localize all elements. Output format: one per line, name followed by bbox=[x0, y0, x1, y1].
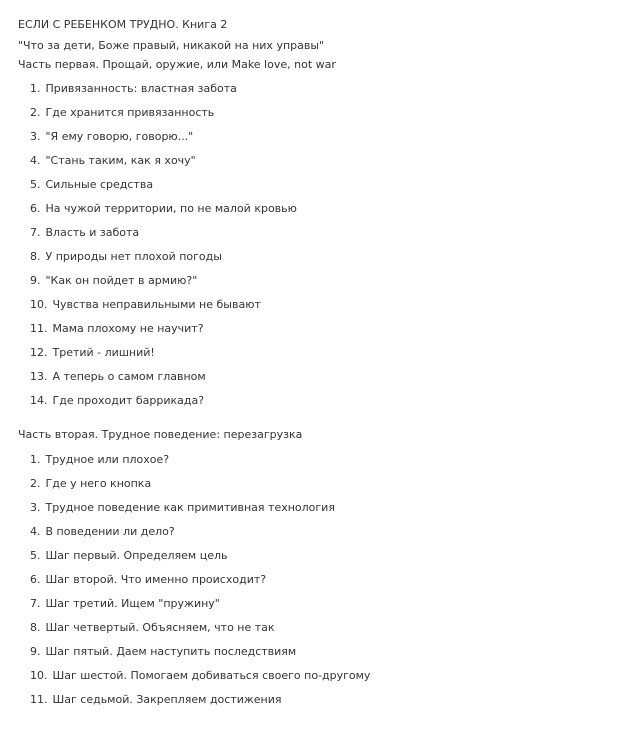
chapter-title: А теперь о самом главном bbox=[52, 370, 206, 383]
chapter-title: Шаг третий. Ищем "пружину" bbox=[45, 597, 220, 610]
chapter-number: 8. bbox=[30, 250, 41, 263]
chapter-title: "Как он пойдет в армию?" bbox=[45, 274, 198, 287]
chapter-title: Шаг первый. Определяем цель bbox=[45, 549, 228, 562]
chapter-number: 8. bbox=[30, 621, 41, 634]
chapter-title: Шаг седьмой. Закрепляем достижения bbox=[52, 693, 282, 706]
chapter-list-item bbox=[30, 226, 297, 250]
chapter-list-item bbox=[30, 669, 370, 693]
chapter-number: 1. bbox=[30, 453, 41, 466]
chapter-title: Трудное поведение как примитивная технология bbox=[45, 501, 335, 514]
chapter-list-item bbox=[30, 346, 297, 370]
chapter-title: В поведении ли дело? bbox=[45, 525, 175, 538]
part-one-contents-list bbox=[30, 82, 297, 418]
book-subtitle: "Что за дети, Боже правый, никакой на них управы" bbox=[18, 39, 325, 52]
chapter-title: Третий - лишний! bbox=[52, 346, 155, 359]
chapter-number: 11. bbox=[30, 322, 48, 335]
chapter-list-item bbox=[30, 178, 297, 202]
part-two-title: Часть вторая. Трудное поведение: перезагрузка bbox=[18, 428, 303, 441]
part-two-contents-list bbox=[30, 453, 370, 717]
chapter-list-item bbox=[30, 106, 297, 130]
chapter-number: 7. bbox=[30, 597, 41, 610]
chapter-title: Трудное или плохое? bbox=[45, 453, 170, 466]
chapter-list-item bbox=[30, 202, 297, 226]
chapter-number: 10. bbox=[30, 298, 48, 311]
part-one-title: Часть первая. Прощай, оружие, или Make love, not war bbox=[18, 58, 336, 71]
chapter-list-item bbox=[30, 453, 370, 477]
chapter-list-item bbox=[30, 322, 297, 346]
chapter-title: Привязанность: властная забота bbox=[45, 82, 237, 95]
chapter-list-item bbox=[30, 525, 370, 549]
chapter-number: 11. bbox=[30, 693, 48, 706]
chapter-list-item bbox=[30, 645, 370, 669]
chapter-list-item bbox=[30, 597, 370, 621]
chapter-title: Мама плохому не научит? bbox=[52, 322, 204, 335]
chapter-number: 13. bbox=[30, 370, 48, 383]
chapter-list-item bbox=[30, 394, 297, 418]
chapter-title: На чужой территории, по не малой кровью bbox=[45, 202, 297, 215]
chapter-number: 5. bbox=[30, 178, 41, 191]
chapter-title: Где проходит баррикада? bbox=[52, 394, 205, 407]
chapter-number: 14. bbox=[30, 394, 48, 407]
chapter-number: 2. bbox=[30, 477, 41, 490]
chapter-list-item bbox=[30, 154, 297, 178]
chapter-number: 1. bbox=[30, 82, 41, 95]
chapter-title: Сильные средства bbox=[45, 178, 154, 191]
chapter-list-item bbox=[30, 477, 370, 501]
chapter-title: Власть и забота bbox=[45, 226, 140, 239]
chapter-number: 6. bbox=[30, 573, 41, 586]
chapter-list-item bbox=[30, 130, 297, 154]
chapter-title: У природы нет плохой погоды bbox=[45, 250, 222, 263]
chapter-number: 6. bbox=[30, 202, 41, 215]
chapter-number: 10. bbox=[30, 669, 48, 682]
chapter-number: 4. bbox=[30, 154, 41, 167]
chapter-title: Чувства неправильными не бывают bbox=[52, 298, 261, 311]
chapter-title: Где хранится привязанность bbox=[45, 106, 215, 119]
chapter-title: Где у него кнопка bbox=[45, 477, 152, 490]
chapter-list-item bbox=[30, 501, 370, 525]
chapter-title: Шаг четвертый. Объясняем, что не так bbox=[45, 621, 275, 634]
book-title: ЕСЛИ С РЕБЕНКОМ ТРУДНО. Книга 2 bbox=[18, 18, 228, 31]
chapter-number: 3. bbox=[30, 130, 41, 143]
chapter-title: Шаг шестой. Помогаем добиваться своего по-другому bbox=[52, 669, 371, 682]
chapter-list-item bbox=[30, 370, 297, 394]
chapter-title: "Я ему говорю, говорю..." bbox=[45, 130, 194, 143]
chapter-list-item bbox=[30, 549, 370, 573]
chapter-number: 7. bbox=[30, 226, 41, 239]
chapter-title: Шаг второй. Что именно происходит? bbox=[45, 573, 267, 586]
chapter-number: 12. bbox=[30, 346, 48, 359]
chapter-title: Шаг пятый. Даем наступить последствиям bbox=[45, 645, 297, 658]
chapter-list-item bbox=[30, 82, 297, 106]
chapter-list-item bbox=[30, 250, 297, 274]
chapter-list-item bbox=[30, 274, 297, 298]
chapter-number: 9. bbox=[30, 274, 41, 287]
chapter-list-item bbox=[30, 621, 370, 645]
chapter-list-item bbox=[30, 573, 370, 597]
chapter-list-item bbox=[30, 693, 370, 717]
chapter-number: 4. bbox=[30, 525, 41, 538]
chapter-number: 5. bbox=[30, 549, 41, 562]
chapter-title: "Стань таким, как я хочу" bbox=[45, 154, 196, 167]
chapter-number: 2. bbox=[30, 106, 41, 119]
chapter-number: 9. bbox=[30, 645, 41, 658]
chapter-number: 3. bbox=[30, 501, 41, 514]
chapter-list-item bbox=[30, 298, 297, 322]
